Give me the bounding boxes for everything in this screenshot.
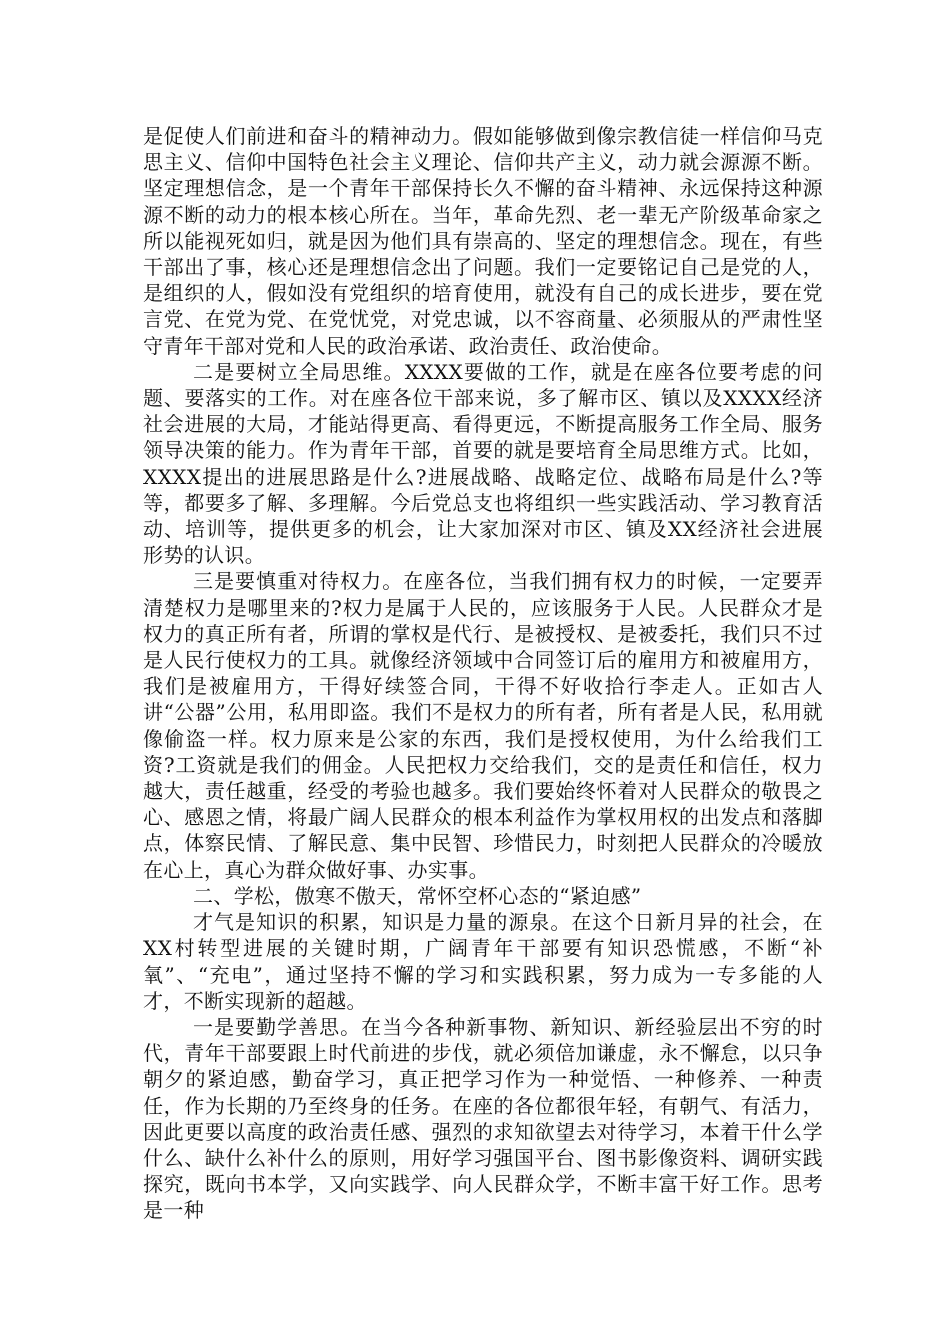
paragraph-diligent-study: 一是要勤学善思。在当今各种新事物、新知识、新经验层出不穷的时代，青年干部要跟上时代前进的步伐，就必须倍加谦虚，永不懈怠，以只争朝夕的紧迫感，勤奋学习，真正把学习作为一种觉悟、一种修养、一种责任，作为长期的乃至终身的任务。在座的各位都很年轻，有朝气、有活力，因此更要以高度的政治责任感、强烈的求知欲望去对待学习，本着干什么学什么、缺什么补什么的原则，用好学习强国平台、图书影像资料、调研实践探究，既向书本学，又向实践学、向人民群众学，不断丰富干好工作。思考是一种 (143, 1014, 823, 1223)
paragraph-knowledge: 才气是知识的积累，知识是力量的源泉。在这个日新月异的社会，在XX村转型进展的关键时期，广阔青年干部要有知识恐慌感，不断“补氧”、“充电”，通过坚持不懈的学习和实践积累，努力成为一专多能的人才，不断实现新的超越。 (143, 910, 823, 1013)
document-body (143, 123, 823, 1224)
paragraph-global-thinking: 二是要树立全局思维。XXXX要做的工作，就是在座各位要考虑的问题、要落实的工作。对在座各位干部来说，多了解市区、镇以及XXXX经济社会进展的大局，才能站得更高、看得更远，不断提高服务工作全局、服务领导决策的能力。作为青年干部，首要的就是要培育全局思维方式。比如，XXXX提出的进展思路是什么?进展战略、战略定位、战略布局是什么?等等，都要多了解、多理解。今后党总支也将组织一些实践活动、学习教育活动、培训等，提供更多的机会，让大家加深对市区、镇及XX经济社会进展形势的认识。 (143, 359, 823, 568)
section-heading-learning: 二、学松，傲寒不傲天，常怀空杯心态的“紧迫感” (193, 883, 642, 908)
paragraph-power: 三是要慎重对待权力。在座各位，当我们拥有权力的时候，一定要弄清楚权力是哪里来的?权力是属于人民的，应该服务于人民。人民群众才是权力的真正所有者，所谓的掌权是代行、是被授权、是被委托，我们只不过是人民行使权力的工具。就像经济领域中合同签订后的雇用方和被雇用方，我们是被雇用方，干得好续签合同，干得不好收拾行李走人。正如古人讲“公器”公用，私用即盗。我们不是权力的所有者，所有者是人民，私用就像偷盗一样。权力原来是公家的东西，我们是授权使用，为什么给我们工资?工资就是我们的佣金。人民把权力交给我们，交的是责任和信任，权力越大，责任越重，经受的考验也越多。我们要始终怀着对人民群众的敬畏之心、感恩之情，将最广阔人民群众的根本利益作为掌权用权的出发点和落脚点，体察民情、了解民意、集中民智、珍惜民力，时刻把人民群众的冷暖放在心上，真心为群众做好事、办实事。 (143, 569, 823, 882)
paragraph-ideals: 是促使人们前进和奋斗的精神动力。假如能够做到像宗教信徒一样信仰马克思主义、信仰中国特色社会主义理论、信仰共产主义，动力就会源源不断。坚定理想信念，是一个青年干部保持长久不懈的奋斗精神、永远保持这种源源不断的动力的根本核心所在。当年，革命先烈、老一辈无产阶级革命家之所以能视死如归，就是因为他们具有崇高的、坚定的理想信念。现在，有些干部出了事，核心还是理想信念出了问题。我们一定要铭记自己是党的人，是组织的人，假如没有党组织的培育使用，就没有自己的成长进步，要在党言党、在党为党、在党忧党，对党忠诚，以不容商量、必须服从的严肃性坚守青年干部对党和人民的政治承诺、政治责任、政治使命。 (143, 124, 823, 358)
